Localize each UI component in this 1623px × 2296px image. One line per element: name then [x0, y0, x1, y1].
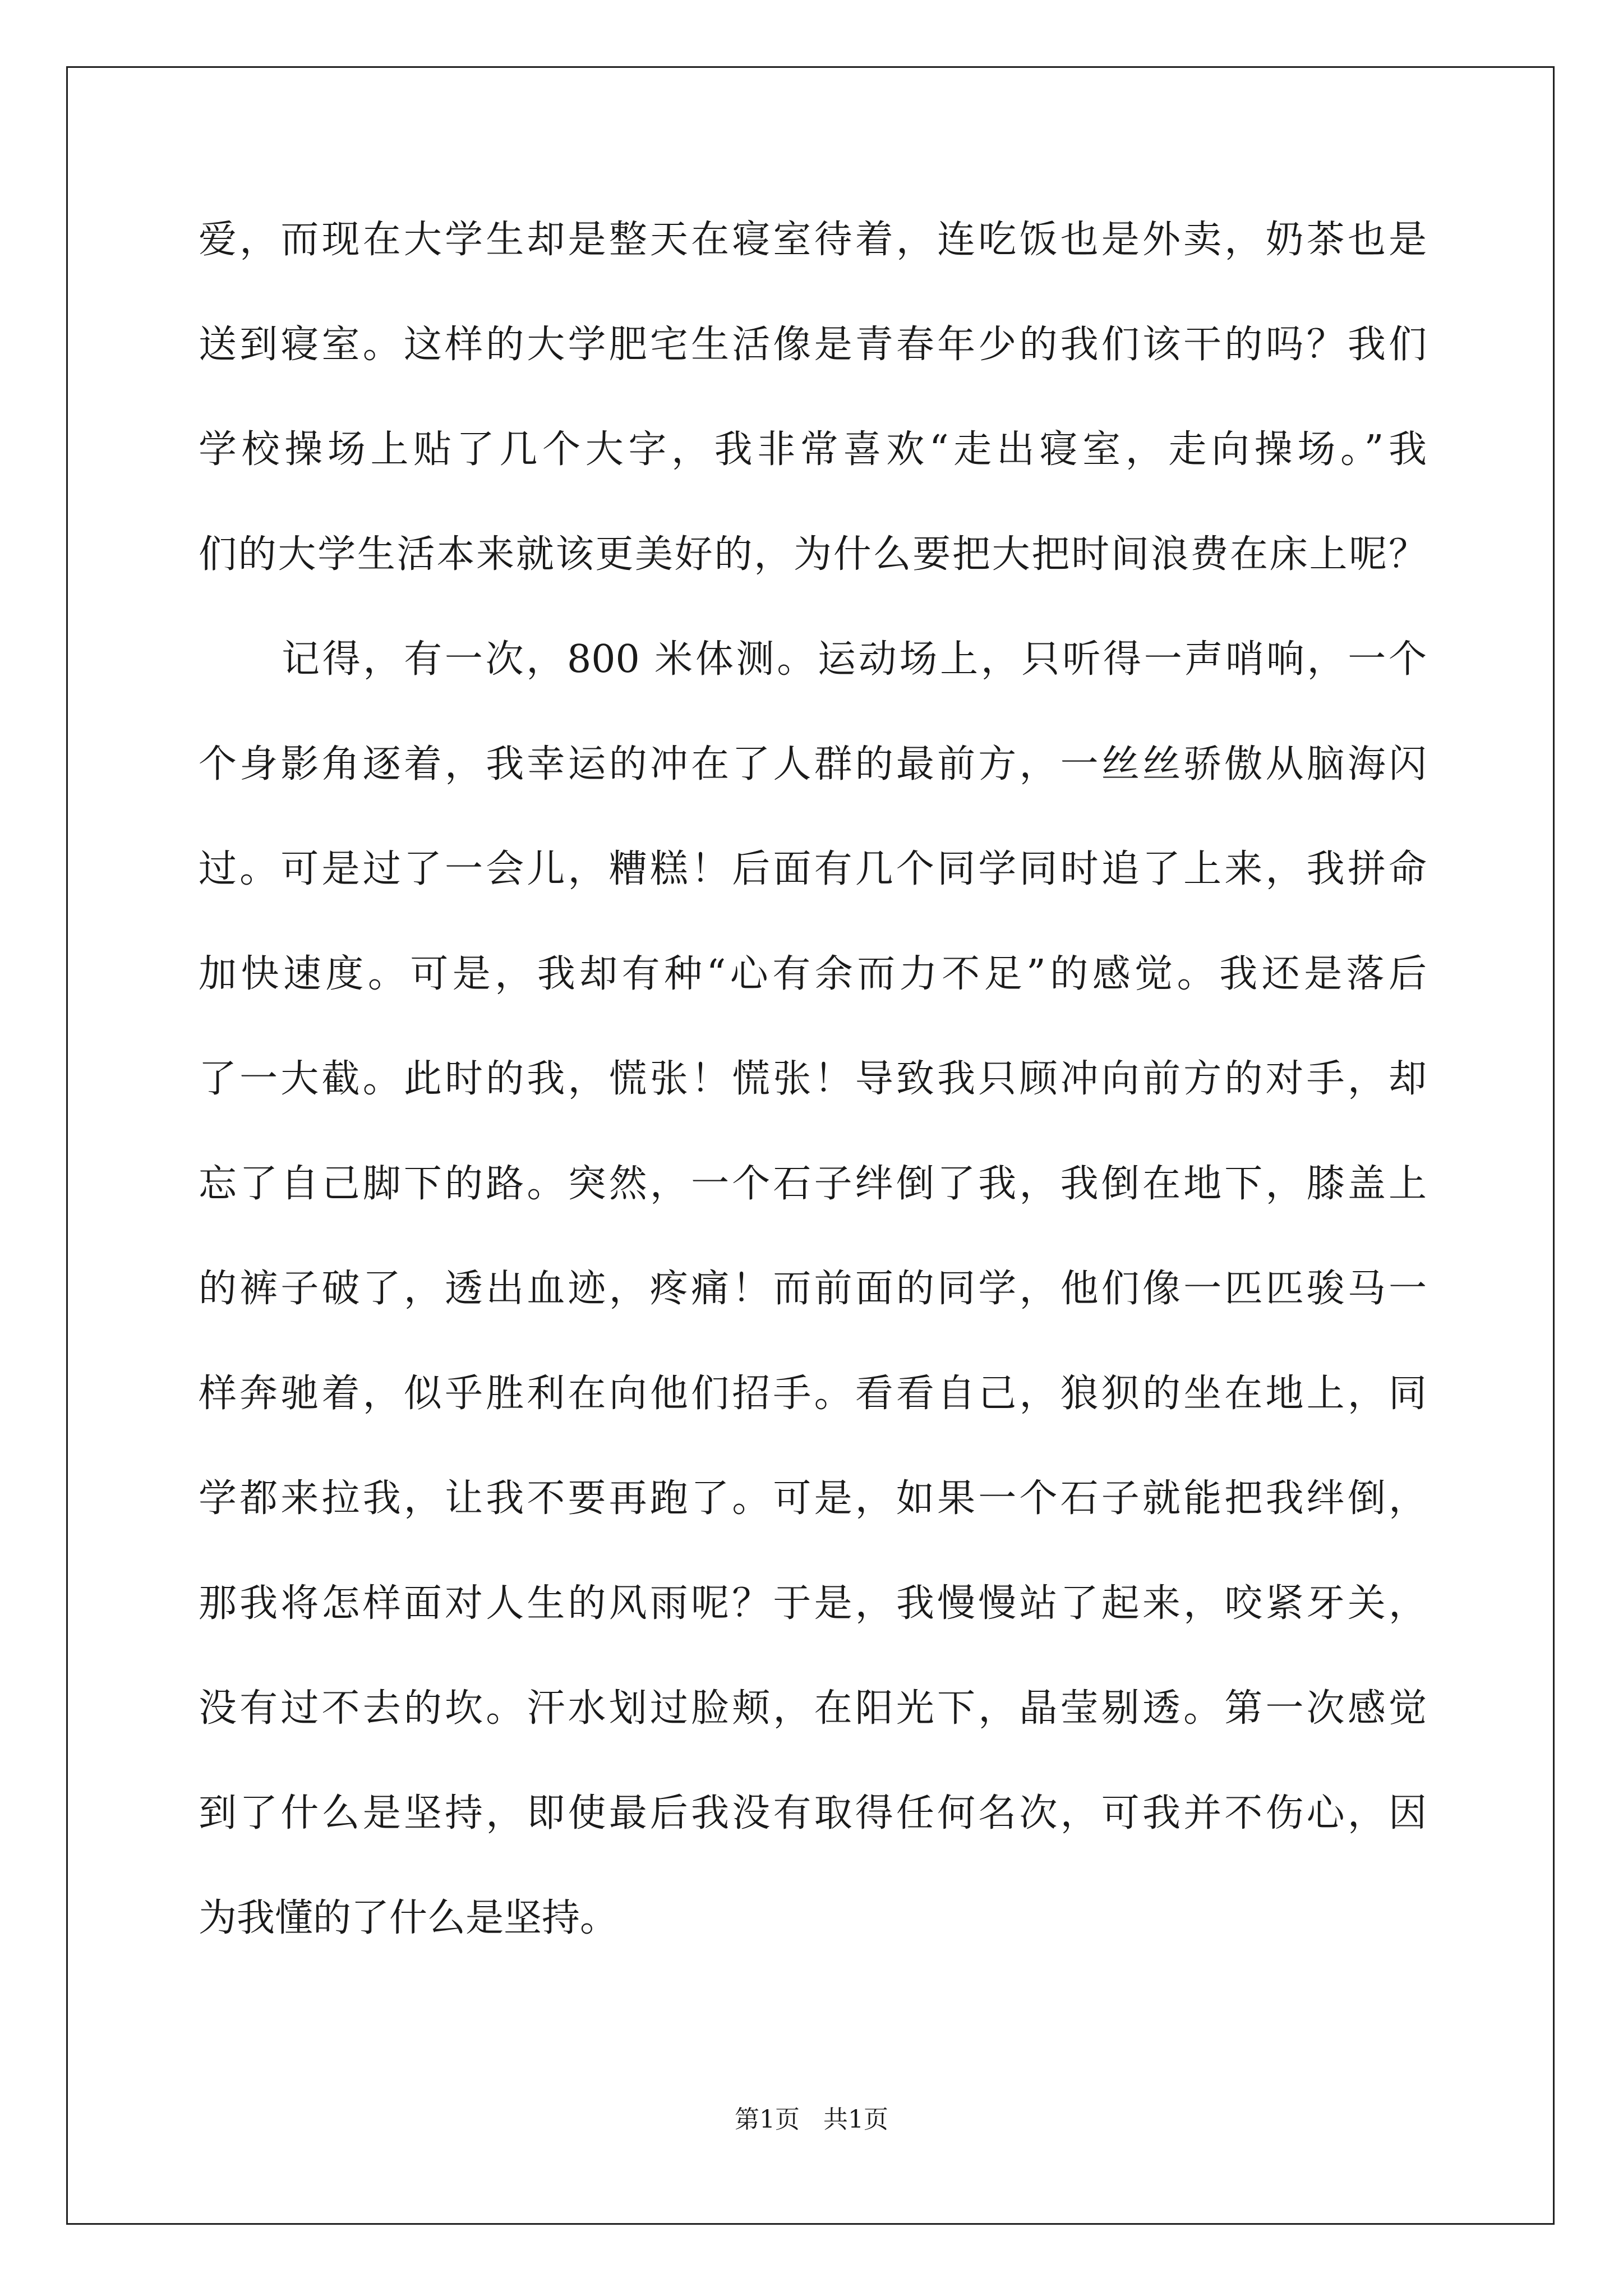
paragraph-1	[199, 218, 1427, 637]
text-line: 了一大截。此时的我，慌张！慌张！导致我只顾冲向前方的对手，却	[199, 1057, 1427, 1101]
text-line: 记得，有一次，800 米体测。运动场上，只听得一声哨响，一个	[282, 637, 1427, 682]
text-line: 加快速度。可是，我却有种“心有余而力不足”的感觉。我还是落后	[199, 952, 1427, 996]
text-line: 个身影角逐着，我幸运的冲在了人群的最前方，一丝丝骄傲从脑海闪	[199, 742, 1427, 786]
text-line: 过。可是过了一会儿，糟糕！后面有几个同学同时追了上来，我拼命	[199, 847, 1427, 891]
text-line: 爱，而现在大学生却是整天在寝室待着，连吃饭也是外卖，奶茶也是	[199, 218, 1427, 262]
paragraph-2	[199, 637, 1427, 2001]
text-line: 没有过不去的坎。汗水划过脸颊，在阳光下，晶莹剔透。第一次感觉	[199, 1686, 1427, 1731]
text-line: 样奔驰着，似乎胜利在向他们招手。看看自己，狼狈的坐在地上，同	[199, 1372, 1427, 1416]
text-line: 们的大学生活本来就该更美好的，为什么要把大把时间浪费在床上呢？	[199, 532, 1427, 577]
text-line: 学校操场上贴了几个大字，我非常喜欢“走出寝室，走向操场。”我	[199, 427, 1427, 472]
page-number-footer: 第1页 共1页	[735, 2105, 888, 2134]
text-line: 为我懂的了什么是坚持。	[199, 1896, 619, 1940]
text-line: 那我将怎样面对人生的风雨呢？于是，我慢慢站了起来，咬紧牙关，	[199, 1581, 1427, 1626]
document-body	[199, 218, 1427, 2001]
text-line: 到了什么是坚持，即使最后我没有取得任何名次，可我并不伤心，因	[199, 1791, 1427, 1835]
text-line: 送到寝室。这样的大学肥宅生活像是青春年少的我们该干的吗？我们	[199, 323, 1427, 367]
text-line: 的裤子破了，透出血迹，疼痛！而前面的同学，他们像一匹匹骏马一	[199, 1267, 1427, 1311]
text-line: 忘了自己脚下的路。突然，一个石子绊倒了我，我倒在地下，膝盖上	[199, 1162, 1427, 1206]
text-line: 学都来拉我，让我不要再跑了。可是，如果一个石子就能把我绊倒，	[199, 1476, 1427, 1521]
